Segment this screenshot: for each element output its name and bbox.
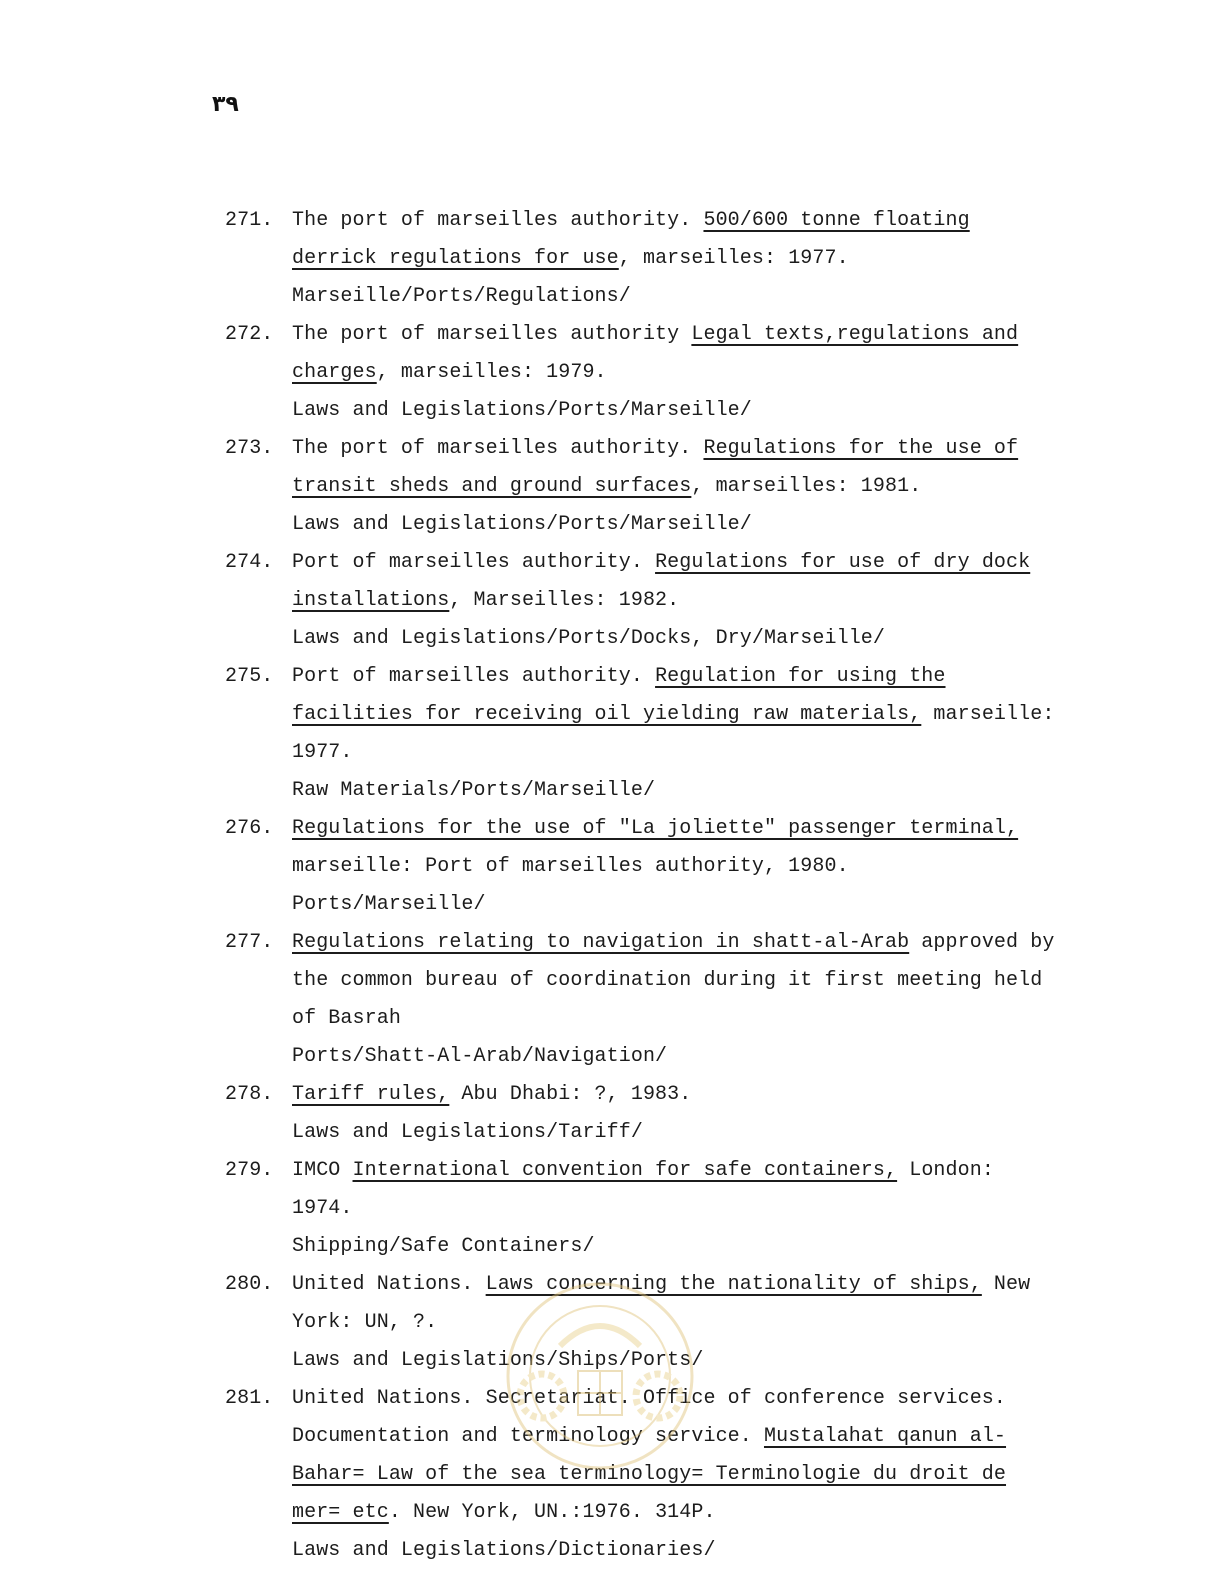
entry-number: 277.: [225, 931, 274, 954]
page-number: ٣٩: [212, 92, 239, 117]
entry-272: [225, 316, 1065, 430]
entry-278: [225, 1076, 1065, 1152]
entry-281: [225, 1380, 1065, 1570]
entry-imprint: Abu Dhabi: ?, 1983.: [449, 1083, 692, 1106]
entry-imprint: , marseilles: 1977.: [618, 247, 849, 270]
entry-subject: Laws and Legislations/Ports/Marseille/: [292, 513, 752, 536]
entry-imprint: New York: UN, ?.: [292, 1273, 1031, 1334]
entry-imprint: . New York, UN.:1976. 314P.: [388, 1501, 716, 1524]
entry-276: [225, 810, 1065, 924]
entry-subject: Ports/Shatt-Al-Arab/Navigation/: [292, 1045, 668, 1068]
entry-subject: Laws and Legislations/Ships/Ports/: [292, 1349, 704, 1372]
entry-title: Regulations relating to navigation in shatt-al-Arab: [292, 931, 910, 954]
entry-author: The port of marseilles authority.: [292, 437, 704, 460]
entry-imprint: approved by the common bureau of coordination during it first meeting held of Basrah: [292, 931, 1055, 1030]
entry-imprint: , marseilles: 1981.: [691, 475, 922, 498]
entry-author: The port of marseilles authority: [292, 323, 692, 346]
entry-imprint: marseille: 1977.: [292, 703, 1055, 764]
entry-number: 275.: [225, 665, 274, 688]
entry-title: Regulations for use of dry dock installations: [292, 551, 1031, 612]
entry-271: [225, 202, 1065, 316]
entry-subject: Raw Materials/Ports/Marseille/: [292, 779, 656, 802]
entry-title: Laws concerning the nationality of ships,: [485, 1273, 982, 1296]
entry-title: Mustalahat qanun al-Bahar= Law of the sea terminology= Terminologie du droit de mer= etc: [292, 1425, 1007, 1524]
entry-273: [225, 430, 1065, 544]
entry-number: 279.: [225, 1159, 274, 1182]
entry-title: Regulation for using the facilities for receiving oil yielding raw materials,: [292, 665, 946, 726]
entry-author: Port of marseilles authority.: [292, 665, 656, 688]
entry-number: 281.: [225, 1387, 274, 1410]
entry-imprint: London: 1974.: [292, 1159, 994, 1220]
entry-subject: Laws and Legislations/Ports/Marseille/: [292, 399, 752, 422]
entry-imprint: , Marseilles: 1982.: [449, 589, 680, 612]
entry-number: 280.: [225, 1273, 274, 1296]
entry-author: United Nations.: [292, 1273, 486, 1296]
bibliography-list: [225, 202, 1065, 1570]
entry-number: 276.: [225, 817, 274, 840]
entry-279: [225, 1152, 1065, 1266]
entry-number: 272.: [225, 323, 274, 346]
entry-title: Tariff rules,: [292, 1083, 450, 1106]
entry-280: [225, 1266, 1065, 1380]
entry-subject: Marseille/Ports/Regulations/: [292, 285, 631, 308]
entry-imprint: marseille: Port of marseilles authority, 1980.: [292, 855, 849, 878]
entry-title: 500/600 tonne floating derrick regulations for use: [292, 209, 970, 270]
entry-number: 271.: [225, 209, 274, 232]
entry-author: United Nations. Secretariat. Office of conference services. Documentation and terminology service.: [292, 1387, 1007, 1448]
entry-author: IMCO: [292, 1159, 353, 1182]
entry-subject: Ports/Marseille/: [292, 893, 486, 916]
entry-277: [225, 924, 1065, 1076]
entry-imprint: , marseilles: 1979.: [376, 361, 607, 384]
entry-author: The port of marseilles authority.: [292, 209, 704, 232]
entry-subject: Laws and Legislations/Tariff/: [292, 1121, 643, 1144]
entry-number: 273.: [225, 437, 274, 460]
entry-title: Regulations for the use of transit sheds and ground surfaces: [292, 437, 1019, 498]
entry-number: 274.: [225, 551, 274, 574]
entry-subject: Laws and Legislations/Ports/Docks, Dry/Marseille/: [292, 627, 885, 650]
entry-title: International convention for safe containers,: [352, 1159, 898, 1182]
entry-274: [225, 544, 1065, 658]
entry-subject: Shipping/Safe Containers/: [292, 1235, 595, 1258]
entry-title: Regulations for the use of "La joliette" passenger terminal,: [292, 817, 1019, 840]
entry-subject: Laws and Legislations/Dictionaries/: [292, 1539, 716, 1562]
entry-title: Legal texts,regulations and charges: [292, 323, 1019, 384]
entry-number: 278.: [225, 1083, 274, 1106]
entry-275: [225, 658, 1065, 810]
entry-author: Port of marseilles authority.: [292, 551, 656, 574]
